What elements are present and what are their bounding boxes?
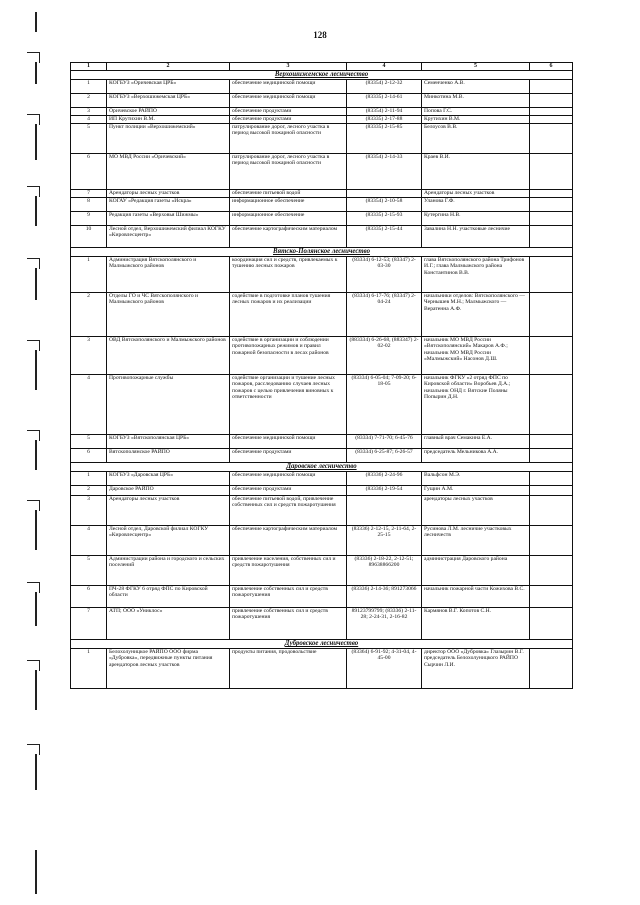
phone-cell: (83336) 2-19-54 <box>347 486 422 496</box>
task-cell: содействие в организации и соблюдении противопожарных режимов и правил пожарной безопасности в лесах районов <box>230 337 347 375</box>
task-cell: обеспечение продуктами <box>230 449 347 463</box>
organization-cell: КОГБУЗ «Верхошижемская ЦРБ» <box>107 94 230 108</box>
table-row <box>71 496 573 526</box>
phone-cell: 89123799799; (83336) 2-11-28; 2-24-31, 2-16-82 <box>347 608 422 640</box>
contact-person-cell: Попова Г.С. <box>422 108 530 116</box>
organization-cell: КОГБУЗ «Даровская ЦРБ» <box>107 472 230 486</box>
table-row <box>71 435 573 449</box>
column-number-cell: 3 <box>230 63 347 71</box>
table-row <box>71 257 573 293</box>
phone-cell: (83334) 6-12-53; (83347) 2-03-30 <box>347 257 422 293</box>
task-cell: содействие организации и тушение лесных пожаров, расследованию случаев лесных пожаров с целью привлечения виновных к ответственности <box>230 375 347 435</box>
page-number: 128 <box>313 30 327 40</box>
note-cell <box>530 486 573 496</box>
organization-cell: Редакция газеты «Верховья Шижмы» <box>107 212 230 226</box>
row-number: 4 <box>71 116 107 124</box>
contact-person-cell: администрация Даровского района <box>422 556 530 586</box>
contact-person-cell: начальники отделов: Вятскополянского — Чернышев М.Н.; Малмыжского — Вератенна А.Ф. <box>422 293 530 337</box>
phone-cell: (83336) 2-14-36; 891273066 <box>347 586 422 608</box>
organization-cell: ИП Крутихин В.М. <box>107 116 230 124</box>
contact-person-cell: начальник ФГКУ «2 отряд ФПС по Кировской области» Воробьев Д.А.; начальник ОНД г. Вятские Поляны Попырин Д.Н. <box>422 375 530 435</box>
contact-person-cell: главный врач Семакина Е.А. <box>422 435 530 449</box>
note-cell <box>530 190 573 198</box>
phone-cell <box>347 190 422 198</box>
phone-cell: (83336) 2-12-15, 2-11-64, 2-25-15 <box>347 526 422 556</box>
contact-person-cell: Арендаторы лесных участков <box>422 190 530 198</box>
table-row <box>71 154 573 190</box>
row-number: 5 <box>71 124 107 154</box>
note-cell <box>530 608 573 640</box>
task-cell: обеспечение медицинской помощи <box>230 80 347 94</box>
row-number: 5 <box>71 556 107 586</box>
contacts-table <box>70 62 573 689</box>
table-row <box>71 108 573 116</box>
row-number: 6 <box>71 154 107 190</box>
row-number: 1 <box>71 649 107 689</box>
contact-person-cell: Русинова Л.М. лесничие участковых лесничеств <box>422 526 530 556</box>
note-cell <box>530 449 573 463</box>
section-title-row <box>71 463 573 472</box>
organization-cell: Противопожарные службы <box>107 375 230 435</box>
phone-cell: (83364) 6-91-92; 4-31-04, 4-45-00 <box>347 649 422 689</box>
section-title-row <box>71 248 573 257</box>
organization-cell: Отделы ГО и ЧС Вятскополянского и Малмыжского районов <box>107 293 230 337</box>
table-row <box>71 486 573 496</box>
task-cell: привлечение собственных сил и средств пожаротушения <box>230 608 347 640</box>
row-number: 8 <box>71 198 107 212</box>
contact-person-cell: Гущин А.М. <box>422 486 530 496</box>
phone-cell: (83335) 2-17-88 <box>347 116 422 124</box>
row-number: 7 <box>71 190 107 198</box>
table-row <box>71 449 573 463</box>
task-cell: обеспечение питьевой водой <box>230 190 347 198</box>
note-cell <box>530 375 573 435</box>
row-number: 1 <box>71 80 107 94</box>
section-title-row <box>71 71 573 80</box>
column-number-cell: 4 <box>347 63 422 71</box>
table-row <box>71 190 573 198</box>
task-cell: привлечение собственных сил и средств пожаротушения <box>230 586 347 608</box>
row-number: 2 <box>71 486 107 496</box>
note-cell <box>530 226 573 248</box>
note-cell <box>530 586 573 608</box>
note-cell <box>530 212 573 226</box>
note-cell <box>530 556 573 586</box>
contact-person-cell: председатель Мельникова А.А. <box>422 449 530 463</box>
table-row <box>71 293 573 337</box>
phone-cell: (83335) 2-15-93 <box>347 212 422 226</box>
phone-cell: (83336) 2-18-22, 2-12-51; 89638866200 <box>347 556 422 586</box>
table-row <box>71 94 573 108</box>
task-cell: патрулирование дорог, лесного участка в период высокой пожарной опасности <box>230 124 347 154</box>
note-cell <box>530 198 573 212</box>
section-title: Дубровское лесничество <box>71 640 573 649</box>
organization-cell: МО МВД России «Оричевский» <box>107 154 230 190</box>
organization-cell: КОГБУЗ «Вятскополянская ЦРБ» <box>107 435 230 449</box>
organization-cell: АТП; ООО «Униклос» <box>107 608 230 640</box>
table-row <box>71 608 573 640</box>
column-number-cell: 5 <box>422 63 530 71</box>
organization-cell: Администрация Вятскополянского и Малмыжского районов <box>107 257 230 293</box>
table-row <box>71 556 573 586</box>
task-cell: обеспечение медицинской помощи <box>230 472 347 486</box>
organization-cell: Даровское РАЙПО <box>107 486 230 496</box>
organization-cell: Вятскополянское РАЙПО <box>107 449 230 463</box>
row-number: 10 <box>71 226 107 248</box>
note-cell <box>530 94 573 108</box>
row-number: 2 <box>71 94 107 108</box>
organization-cell: КОГБУЗ «Оричевская ЦРБ» <box>107 80 230 94</box>
organization-cell: Арендаторы лесных участков <box>107 190 230 198</box>
row-number: 5 <box>71 435 107 449</box>
organization-cell: Администрации района и городского и сельских поселений <box>107 556 230 586</box>
task-cell: содействие в подготовке планов тушения лесных пожаров и их реализации <box>230 293 347 337</box>
contact-person-cell: Белоусов В.В. <box>422 124 530 154</box>
binder-margin-marks <box>27 0 41 905</box>
row-number: 1 <box>71 257 107 293</box>
task-cell: информационное обеспечение <box>230 198 347 212</box>
organization-cell: Лесной отдел, Даровской филиал КОГКУ «Кировлесцентр» <box>107 526 230 556</box>
row-number: 4 <box>71 526 107 556</box>
phone-cell: (83334) 7-71-70; 6-45-76 <box>347 435 422 449</box>
table-row <box>71 226 573 248</box>
contact-person-cell: Крутихин В.М. <box>422 116 530 124</box>
organization-cell: ОВД Вятскополянского и Малмыжского районов <box>107 337 230 375</box>
task-cell: обеспечение питьевой водой, привлечение собственных сил и средств пожаротушения <box>230 496 347 526</box>
organization-cell: Лесной отдел, Верхошижемский филиал КОГКУ «Кировлесцентр» <box>107 226 230 248</box>
contact-person-cell: Минкотина М.В. <box>422 94 530 108</box>
table-header-row <box>71 63 573 71</box>
note-cell <box>530 496 573 526</box>
note-cell <box>530 293 573 337</box>
contact-person-cell: Краев В.И. <box>422 154 530 190</box>
organization-cell: Оричевское РАЙПО <box>107 108 230 116</box>
organization-cell: КОГАУ «Редакция газеты «Искра» <box>107 198 230 212</box>
phone-cell: (83334) 6-25-87; 6-26-57 <box>347 449 422 463</box>
organization-cell: Пункт полиции «Верхошижемский» <box>107 124 230 154</box>
table-row <box>71 375 573 435</box>
row-number: 3 <box>71 337 107 375</box>
note-cell <box>530 649 573 689</box>
row-number: 7 <box>71 608 107 640</box>
phone-cell: (83335) 2-14-61 <box>347 94 422 108</box>
contact-person-cell: глава Вятскополянского района Трифонов И.Г.; глава Малмыжского района Константинов В.В. <box>422 257 530 293</box>
section-title: Верхошижемское лесничество <box>71 71 573 80</box>
column-number-cell: 2 <box>107 63 230 71</box>
contact-person-cell: директор ООО «Дубровка» Глазырин В.Г. председатель Белохолуницкого РАЙПО Сырчин Л.И. <box>422 649 530 689</box>
task-cell: информационное обеспечение <box>230 212 347 226</box>
task-cell: обеспечение картографическим материалом <box>230 226 347 248</box>
row-number: 3 <box>71 108 107 116</box>
phone-cell: (83354) 2-10-58 <box>347 198 422 212</box>
note-cell <box>530 108 573 116</box>
note-cell <box>530 116 573 124</box>
task-cell: патрулирование дорог, лесного участка в период высокой пожарной опасности <box>230 154 347 190</box>
phone-cell: (83335) 2-15-85 <box>347 124 422 154</box>
note-cell <box>530 472 573 486</box>
task-cell: координация сил и средств, привлекаемых к тушению лесных пожаров <box>230 257 347 293</box>
note-cell <box>530 257 573 293</box>
section-title: Вятско-Полянское лесничество <box>71 248 573 257</box>
phone-cell: (83334) 6-05-04; 7-09-20; 6-18-05 <box>347 375 422 435</box>
phone-cell: (83354) 2-14-33 <box>347 154 422 190</box>
note-cell <box>530 526 573 556</box>
table-row <box>71 116 573 124</box>
table-row <box>71 649 573 689</box>
task-cell: продукты питания, продовольствие <box>230 649 347 689</box>
task-cell: обеспечение продуктами <box>230 486 347 496</box>
row-number: 1 <box>71 472 107 486</box>
table-row <box>71 80 573 94</box>
task-cell: привлечение населения, собственных сил и средств пожаротушения <box>230 556 347 586</box>
row-number: 4 <box>71 375 107 435</box>
contact-person-cell: начальник пожарной части Кожихова В.С. <box>422 586 530 608</box>
contact-person-cell: арендаторы лесных участков <box>422 496 530 526</box>
table-row <box>71 212 573 226</box>
contact-person-cell: Вальфсон М.Э. <box>422 472 530 486</box>
organization-cell: ПЧ-28 ФГКУ 6 отряд ФПС по Кировской области <box>107 586 230 608</box>
row-number: 6 <box>71 586 107 608</box>
column-number-cell: 6 <box>530 63 573 71</box>
contact-person-cell: Кутергина Н.В. <box>422 212 530 226</box>
table-row <box>71 472 573 486</box>
task-cell: обеспечение продуктами <box>230 116 347 124</box>
note-cell <box>530 337 573 375</box>
phone-cell <box>347 496 422 526</box>
task-cell: обеспечение картографическим материалом <box>230 526 347 556</box>
organization-cell: Белохолуницкое РАЙПО ООО фирма «Дубровка», передвижные пункты питания арендаторов лесных участков <box>107 649 230 689</box>
organization-cell: Арендаторы лесных участков <box>107 496 230 526</box>
contact-person-cell: Семенченко А.В. <box>422 80 530 94</box>
note-cell <box>530 124 573 154</box>
contact-person-cell: Кармянов В.Г. Копотов С.Н. <box>422 608 530 640</box>
row-number: 2 <box>71 293 107 337</box>
table-row <box>71 124 573 154</box>
row-number: 6 <box>71 449 107 463</box>
table-row <box>71 586 573 608</box>
phone-cell: (83336) 2-24-96 <box>347 472 422 486</box>
phone-cell: (83354) 2-11-94 <box>347 108 422 116</box>
phone-cell: (83354) 2-12-32 <box>347 80 422 94</box>
task-cell: обеспечение продуктами <box>230 108 347 116</box>
section-title-row <box>71 640 573 649</box>
table-row <box>71 198 573 212</box>
contact-person-cell: Уланова Г.Ф. <box>422 198 530 212</box>
contact-person-cell: Завалина Н.Н. участковые лесничие <box>422 226 530 248</box>
task-cell: обеспечение медицинской помощи <box>230 94 347 108</box>
phone-cell: (883334) 6-26-68, (883347) 2-02-02 <box>347 337 422 375</box>
phone-cell: (83335) 2-15-44 <box>347 226 422 248</box>
task-cell: обеспечение медицинской помощи <box>230 435 347 449</box>
row-number: 9 <box>71 212 107 226</box>
contact-person-cell: начальник МО МВД России «Вятскополянский» Макаров А.Ф.; начальник МО МВД России «Малмыжский» Насонов Д.Ш. <box>422 337 530 375</box>
note-cell <box>530 154 573 190</box>
note-cell <box>530 80 573 94</box>
row-number: 3 <box>71 496 107 526</box>
column-number-cell: 1 <box>71 63 107 71</box>
table-row <box>71 337 573 375</box>
table-row <box>71 526 573 556</box>
section-title: Даровское лесничество <box>71 463 573 472</box>
phone-cell: (83334) 6-17-76; (83347) 2-04-24 <box>347 293 422 337</box>
note-cell <box>530 435 573 449</box>
